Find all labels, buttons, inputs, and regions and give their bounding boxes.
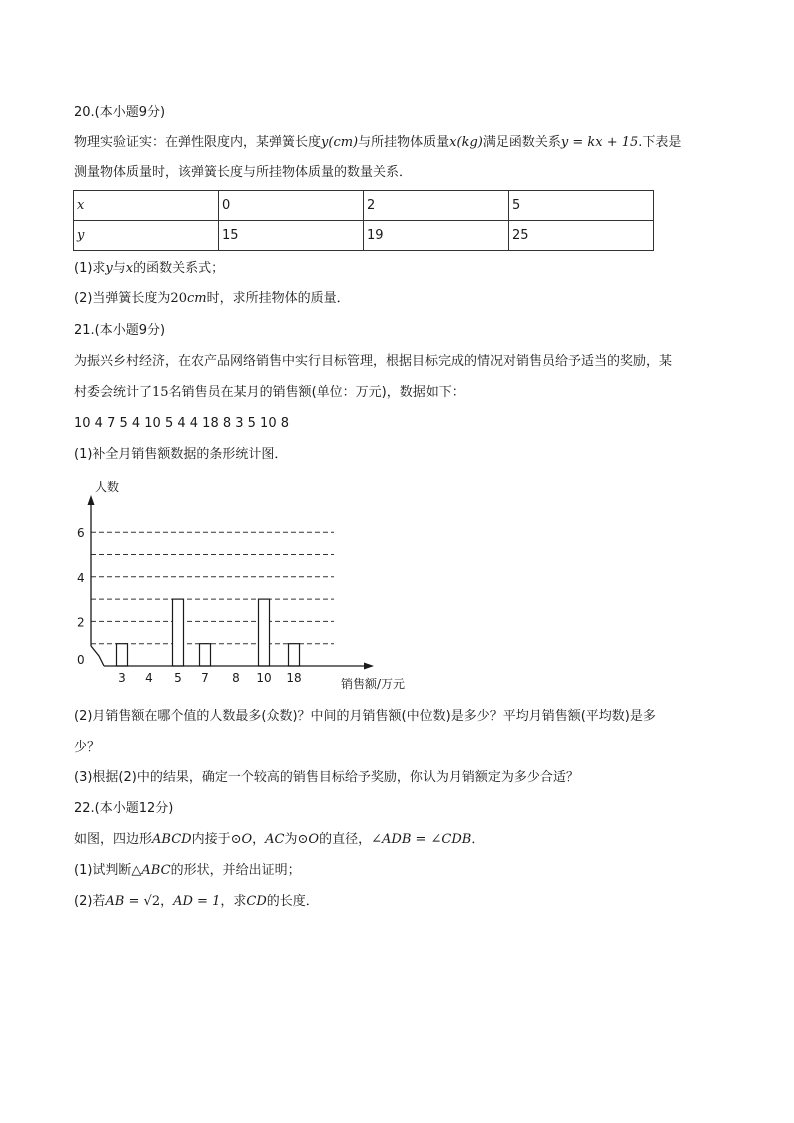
table-cell: x	[74, 191, 219, 221]
q20-value-table	[73, 190, 654, 251]
table-cell: 5	[509, 191, 654, 221]
q20-formula: y = kx + 15	[560, 135, 639, 150]
q20-statement-line2: 测量物体质量时，该弹簧长度与所挂物体质量的数量关系．	[74, 165, 413, 180]
bar-chart	[68, 474, 428, 694]
y-tick-label: 6	[77, 526, 85, 541]
bar	[173, 599, 184, 666]
table-row	[74, 221, 654, 251]
table-cell: 19	[364, 221, 509, 251]
q21-part2-line1: (2)月销售额在哪个值的人数最多(众数)？中间的月销售额(中位数)是多少？平均月销售额(平均数)是多	[74, 709, 656, 724]
x-tick-label: 18	[286, 671, 302, 685]
y-tick-label: 0	[77, 653, 85, 667]
q20-header: 20.(本小题9分)	[74, 105, 166, 120]
table-cell: 15	[219, 221, 364, 251]
table-cell: 25	[509, 221, 654, 251]
x-axis-arrow	[364, 663, 374, 670]
y-axis-label: 人数	[95, 480, 120, 494]
y-tick-label: 2	[77, 615, 85, 630]
bar	[289, 644, 300, 666]
q20-part2: (2)当弹簧长度为20cm时，求所挂物体的质量．	[74, 291, 350, 306]
table-cell: y	[74, 221, 219, 251]
bar	[117, 644, 128, 666]
x-tick-label: 8	[232, 671, 240, 685]
table-cell: 0	[219, 191, 364, 221]
q21-statement-line1: 为振兴乡村经济，在农产品网络销售中实行目标管理，根据目标完成的情况对销售员给予适当的奖励，某	[74, 354, 673, 369]
q22-part2: (2)若AB = √2，AD = 1，求CD的长度．	[74, 894, 319, 909]
bar	[259, 599, 270, 666]
q21-header: 21.(本小题9分)	[74, 323, 166, 338]
y-axis-arrow	[88, 495, 95, 505]
x-axis-label: 销售额/万元	[341, 677, 406, 691]
y-tick-label: 4	[77, 570, 85, 585]
q22-statement: 如图，四边形ABCD内接于⊙O，AC为⊙O的直径，∠ADB = ∠CDB．	[74, 832, 485, 847]
axis-break	[91, 646, 104, 666]
x-tick-label: 4	[145, 671, 153, 685]
x-tick-label: 7	[201, 671, 209, 685]
q21-part1: (1)补全月销售额数据的条形统计图．	[74, 447, 288, 462]
table-cell: 2	[364, 191, 509, 221]
q21-data-line: 10 4 7 5 4 10 5 4 4 18 8 3 5 10 8	[74, 416, 290, 431]
q21-part2-line2: 少？	[74, 740, 101, 755]
q21-statement-line2: 村委会统计了15名销售员在某月的销售额(单位：万元)，数据如下：	[74, 385, 465, 400]
x-tick-label: 5	[174, 671, 182, 685]
bar	[200, 644, 211, 666]
q20-part1: (1)求y与x的函数关系式；	[74, 261, 225, 276]
x-tick-label: 3	[118, 671, 126, 685]
q22-header: 22.(本小题12分)	[74, 801, 174, 816]
x-tick-label: 10	[256, 671, 272, 685]
table-row	[74, 191, 654, 221]
q22-part1: (1)试判断△ABC的形状，并给出证明；	[74, 863, 301, 878]
q20-statement-line1: 物理实验证实：在弹性限度内，某弹簧长度y(cm)与所挂物体质量x(kg)满足函数关系y = kx + 15.下表是	[74, 135, 682, 150]
q21-part3: (3)根据(2)中的结果，确定一个较高的销售目标给予奖励，你认为月销额定为多少合适？	[74, 770, 579, 785]
